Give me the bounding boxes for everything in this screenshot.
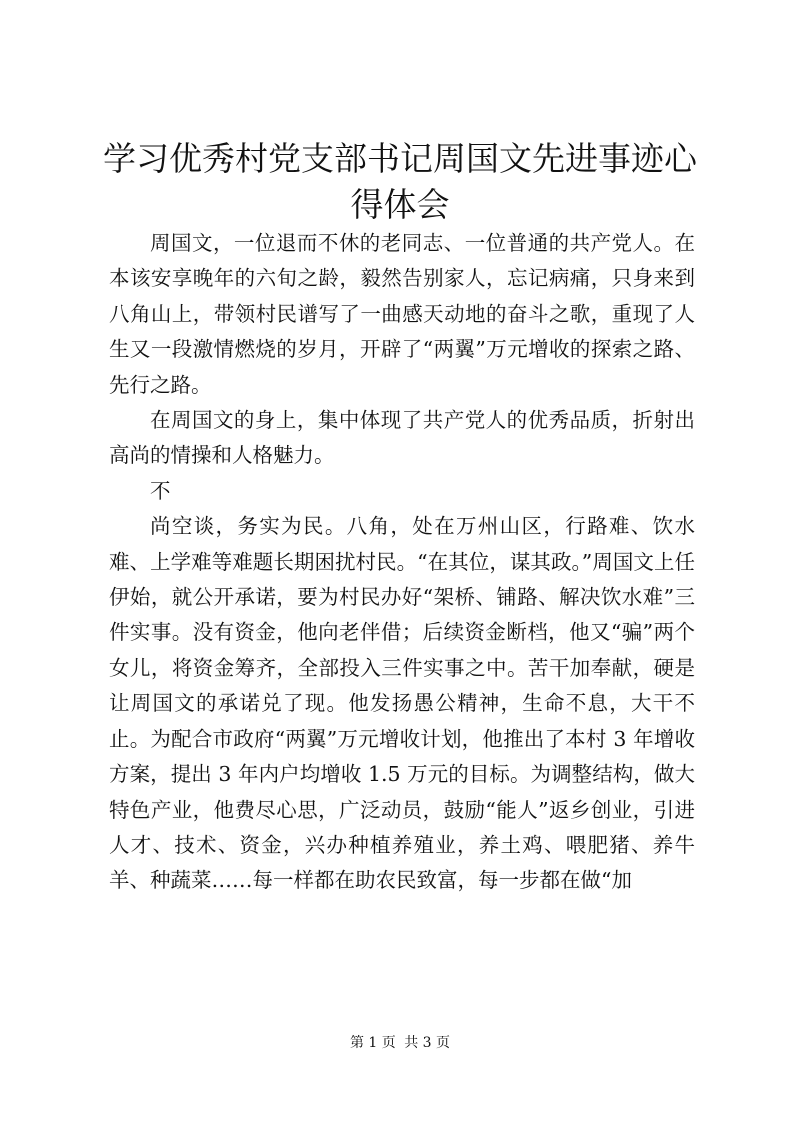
paragraph-2: 在周国文的身上，集中体现了共产党人的优秀品质，折射出高尚的情操和人格魅力。 — [109, 408, 695, 468]
paragraph-4: 尚空谈，务实为民。八角，处在万州山区，行路难、饮水难、上学难等难题长期困扰村民。“在其位，谋其政。”周国文上任伊始，就公开承诺，要为村民办好“架桥、铺路、解决饮水难”三件实事。没有资金，他向老伴借；后续资金断档，他又“骗”两个女儿，将资金筹齐，全部投入三件实事之中。苦干加奉献，硬是让周国文的承诺兑了现。他发扬愚公精神，生命不息，大干不止。为配合市政府“两翼”万元增收计划，他推出了本村 3 年增收方案，提出 3 年内户均增收 1.5 万元的目标。为调整结构，做大特色产业，他费尽心思，广泛动员，鼓励“能人”返乡创业，引进人才、技术、资金，兴办种植养殖业，养土鸡、喂肥猪、养牛羊、种蔬菜……每一样都在助农民致富，每一步都在做“加 — [109, 514, 695, 893]
page-number-current: 第 1 页 — [349, 1035, 396, 1051]
page-footer — [0, 1033, 800, 1053]
document-title: 学习优秀村党支部书记周国文先进事迹心得体会 — [103, 139, 697, 224]
document-body — [109, 226, 695, 899]
paragraph-1: 周国文，一位退而不休的老同志、一位普通的共产党人。在本该安享晚年的六旬之龄，毅然告别家人，忘记病痛，只身来到八角山上，带领村民谱写了一曲感天动地的奋斗之歌，重现了人生又一段激情燃烧的岁月，开辟了“两翼”万元增收的探索之路、先行之路。 — [109, 231, 695, 397]
page-number-total: 共 3 页 — [404, 1035, 451, 1051]
paragraph-3: 不 — [150, 478, 171, 503]
